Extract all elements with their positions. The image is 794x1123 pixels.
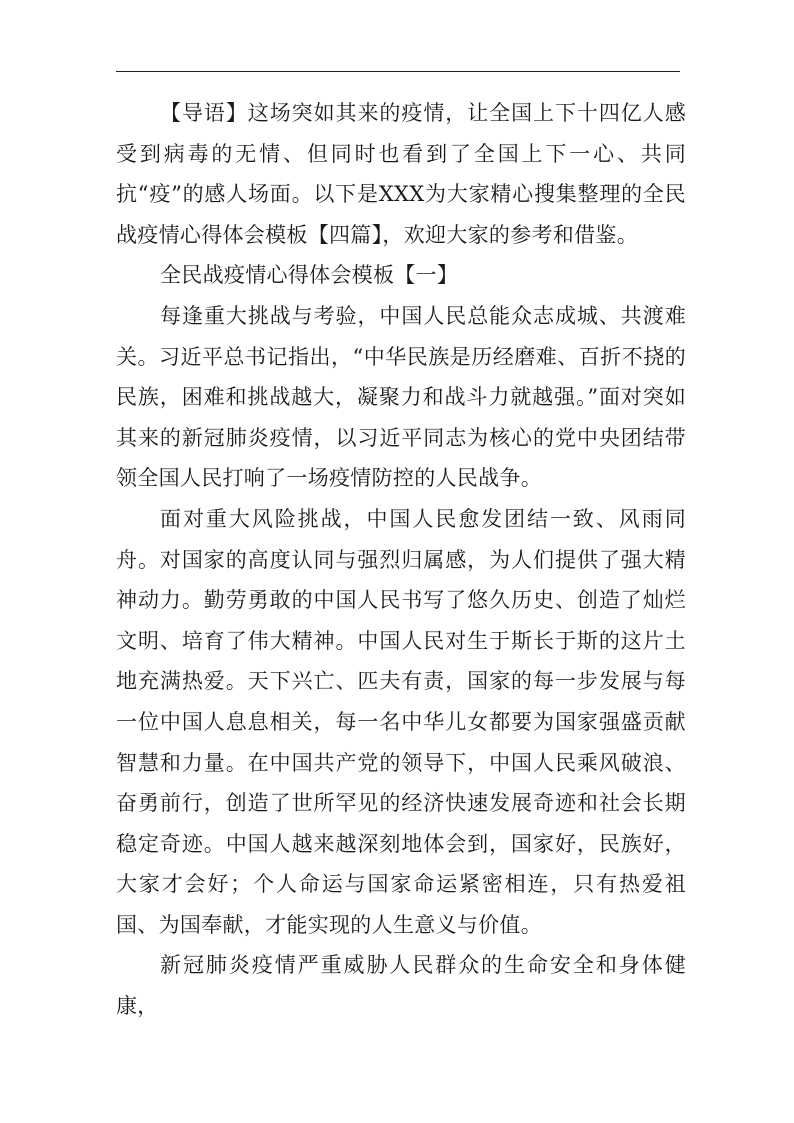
section-title: 全民战疫情心得体会模板【一】 (160, 263, 459, 288)
body-paragraph-1: 每逢重大挑战与考验，中国人民总能众志成城、共渡难关。习近平总书记指出，“中华民族是历经磨难、百折不挠的民族，困难和挑战越大，凝聚力和战斗力就越强。”面对突如其来的新冠肺炎疫情，以习近平同志为核心的党中央团结带领全国人民打响了一场疫情防控的人民战争。 (116, 303, 686, 491)
body-paragraph-2: 面对重大风险挑战，中国人民愈发团结一致、风雨同舟。对国家的高度认同与强烈归属感，为人们提供了强大精神动力。勤劳勇敢的中国人民书写了悠久历史、创造了灿烂文明、培育了伟大精神。中国人民对生于斯长于斯的这片土地充满热爱。天下兴亡、匹夫有责，国家的每一步发展与每一位中国人息息相关，每一名中华儿女都要为国家强盛贡献智慧和力量。在中国共产党的领导下，中国人民乘风破浪、奋勇前行，创造了世所罕见的经济快速发展奇迹和社会长期稳定奇迹。中国人越来越深刻地体会到，国家好，民族好，大家才会好；个人命运与国家命运紧密相连，只有热爱祖国、为国奉献，才能实现的人生意义与价值。 (116, 506, 686, 937)
intro-paragraph: 【导语】这场突如其来的疫情，让全国上下十四亿人感受到病毒的无情、但同时也看到了全国上下一心、共同抗“疫”的感人场面。以下是XXX为大家精心搜集整理的全民战疫情心得体会模板【四篇】，欢迎大家的参考和借鉴。 (116, 101, 686, 247)
document-body (116, 93, 686, 1027)
body-paragraph-3: 新冠肺炎疫情严重威胁人民群众的生命安全和身体健康， (116, 953, 686, 1019)
header-rule (116, 71, 680, 72)
